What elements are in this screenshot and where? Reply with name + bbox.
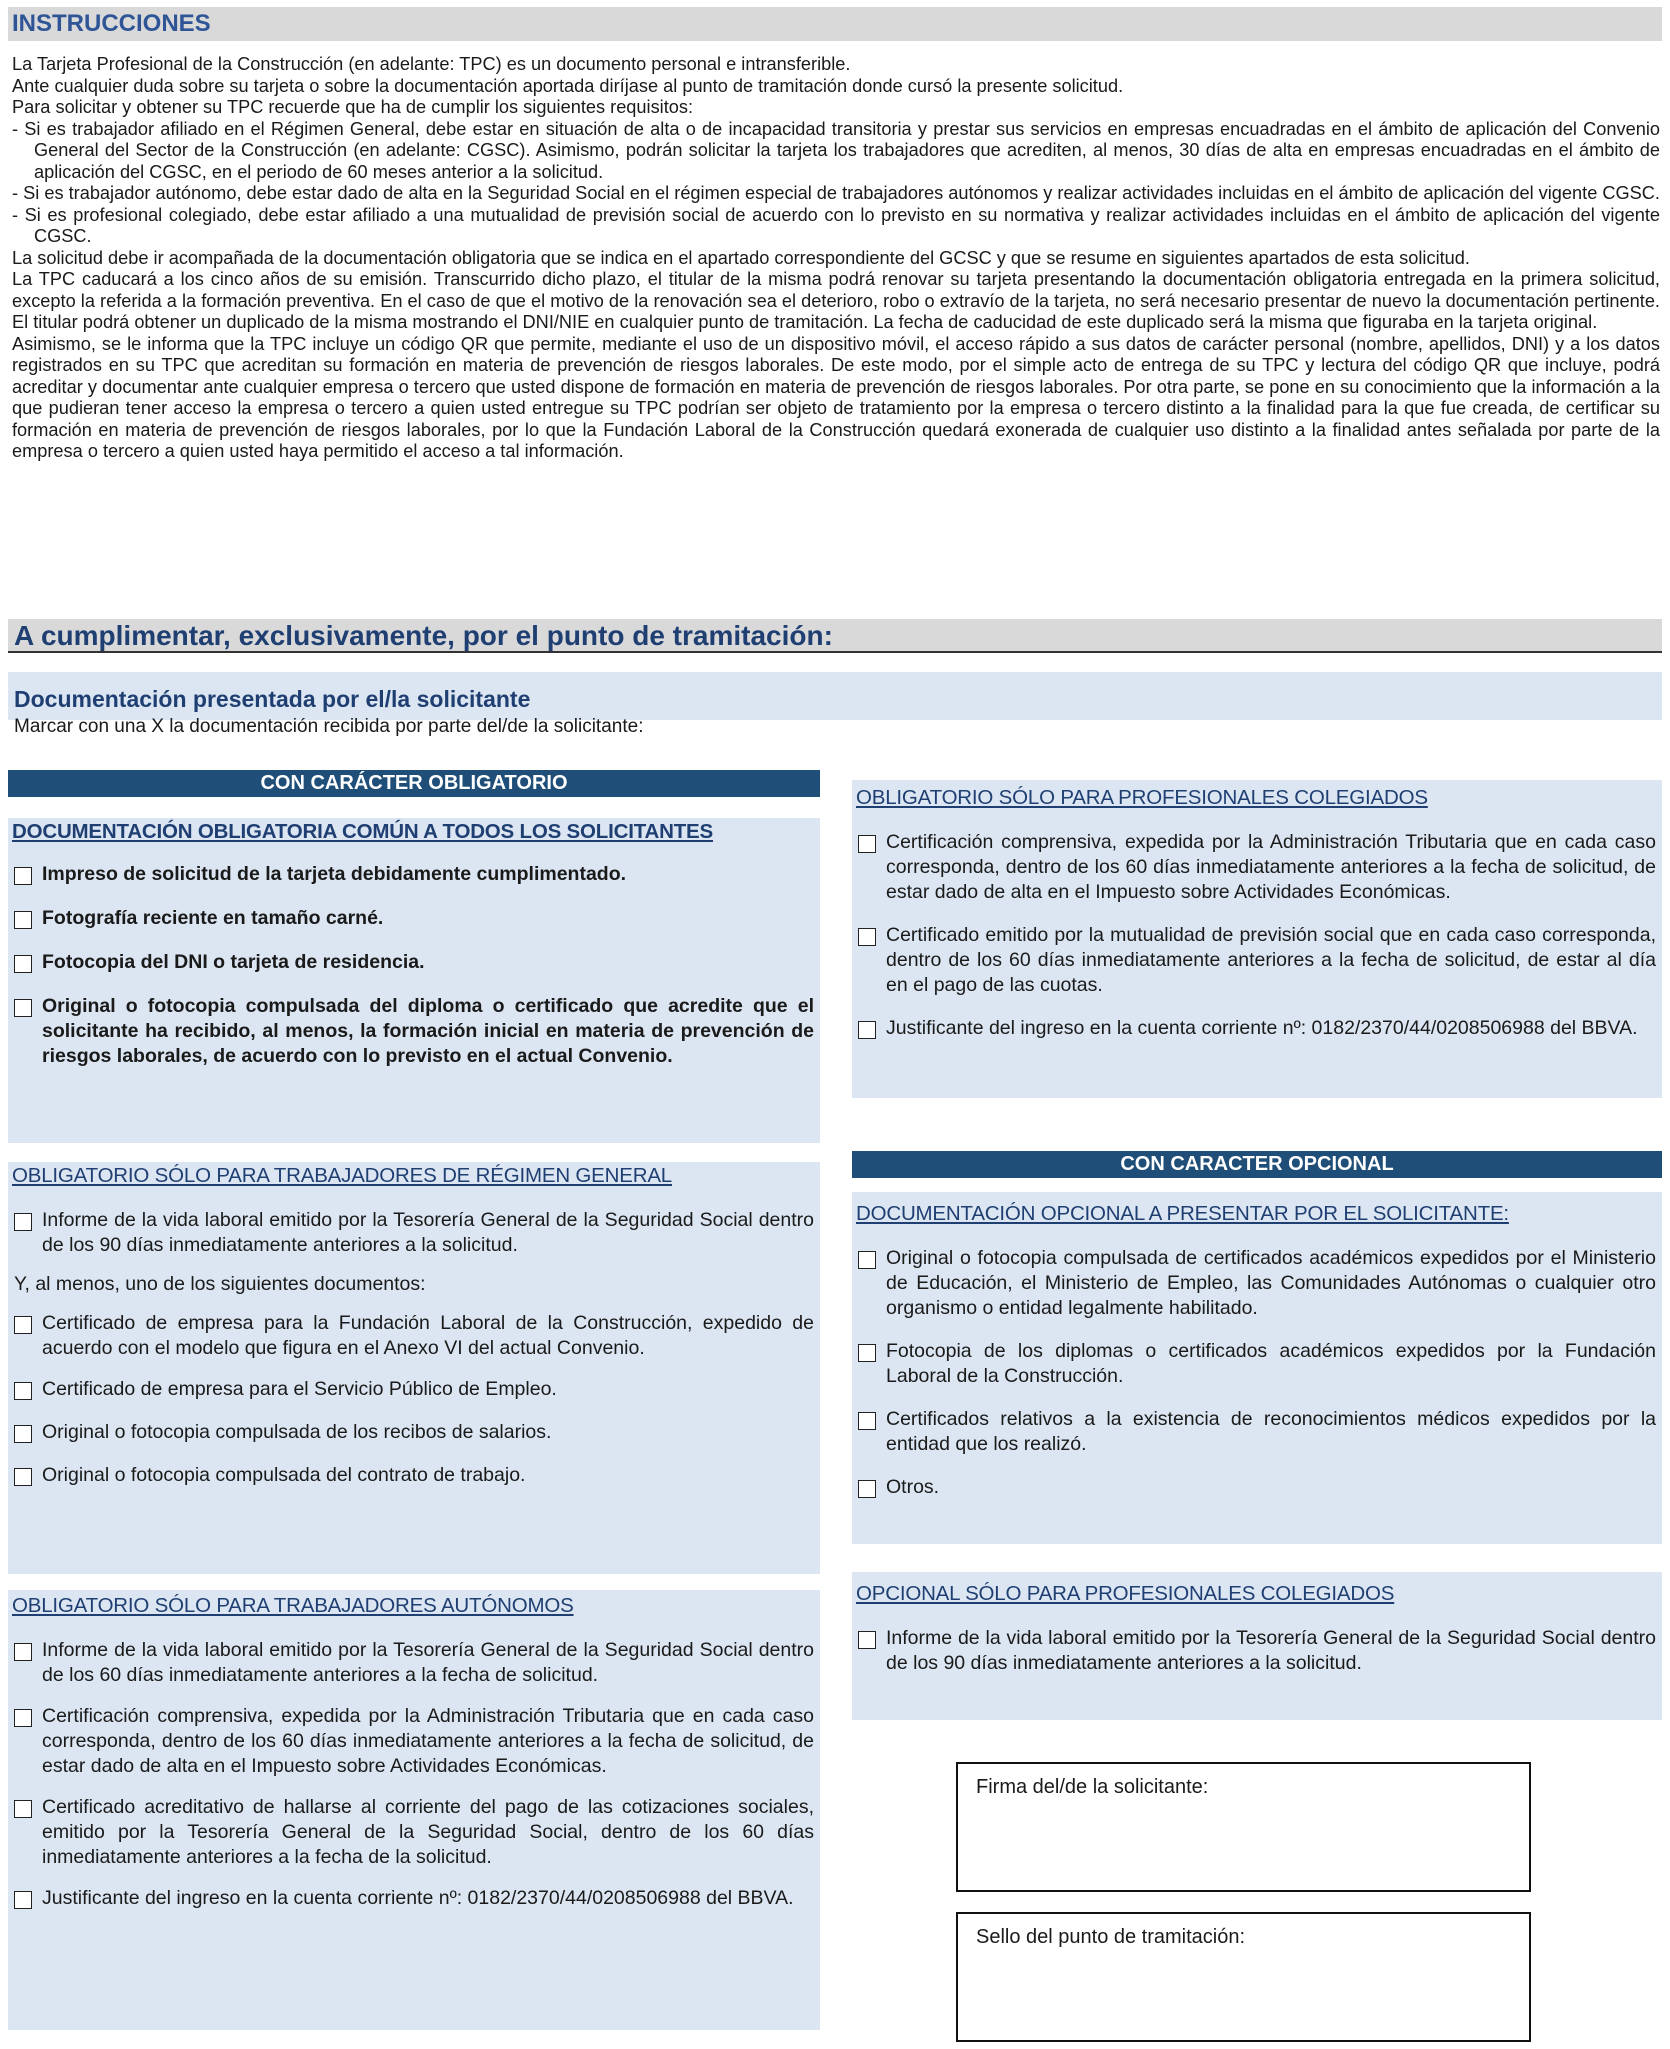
- item-label: Certificados relativos a la existencia de reconocimientos médicos expedidos por la entidad que los realizó.: [886, 1408, 1656, 1455]
- checkbox[interactable]: [14, 1382, 32, 1400]
- colegiados-list: [858, 830, 1656, 1041]
- item-label: Impreso de solicitud de la tarjeta debidamente cumplimentado.: [42, 863, 627, 885]
- opcional-heading: DOCUMENTACIÓN OPCIONAL A PRESENTAR POR EL SOLICITANTE:: [856, 1202, 1509, 1225]
- item-label: Informe de la vida laboral emitido por la Tesorería General de la Seguridad Social dentro de los 90 días inmediatamente anteriores a la solicitud.: [886, 1627, 1656, 1674]
- checkbox[interactable]: [14, 1800, 32, 1818]
- checkbox[interactable]: [858, 1480, 876, 1498]
- checkbox[interactable]: [858, 1251, 876, 1269]
- checkbox-item[interactable]: [14, 1420, 814, 1445]
- checkbox-item[interactable]: [14, 1208, 814, 1258]
- item-label: Original o fotocopia compulsada de certificados académicos expedidos por el Ministerio de Educación, el Ministerio de Empleo, las Comunidades Autónomas o cualquier otro organismo o entidad legalmente habilitado.: [886, 1247, 1656, 1319]
- instructions-paragraph: La Tarjeta Profesional de la Construcción (en adelante: TPC) es un documento personal e intransferible.: [12, 54, 851, 74]
- item-label: Justificante del ingreso en la cuenta corriente nº: 0182/2370/44/0208506988 del BBVA.: [886, 1017, 1638, 1039]
- checkbox-item[interactable]: [858, 1475, 1656, 1500]
- general-note: Y, al menos, uno de los siguientes documentos:: [14, 1273, 426, 1295]
- checkbox-item[interactable]: [14, 1377, 814, 1402]
- sello-label: Sello del punto de tramitación:: [976, 1926, 1246, 1948]
- item-label: Certificado emitido por la mutualidad de previsión social que en cada caso corresponda, dentro de los 60 días inmediatamente anteriores a la fecha de solicitud, de estar al día en el pago de las cuotas.: [886, 924, 1656, 996]
- item-label: Certificación comprensiva, expedida por la Administración Tributaria que en cada caso corresponda, dentro de los 60 días inmediatamente anteriores a la fecha de solicitud, de estar dado de alta en el Impuesto sobre Actividades Económicas.: [886, 831, 1656, 903]
- item-label: Original o fotocopia compulsada de los recibos de salarios.: [42, 1421, 552, 1443]
- checkbox-item[interactable]: [858, 1246, 1656, 1321]
- checkbox-item[interactable]: [14, 1463, 814, 1488]
- obligatorio-bar: CON CARÁCTER OBLIGATORIO: [8, 770, 820, 797]
- general-heading: OBLIGATORIO SÓLO PARA TRABAJADORES DE RÉGIMEN GENERAL: [12, 1164, 672, 1187]
- documentation-title: Documentación presentada por el/la solicitante: [14, 686, 531, 712]
- instructions-heading: INSTRUCCIONES: [8, 7, 1662, 41]
- instructions-paragraph: Asimismo, se le informa que la TPC incluye un código QR que permite, mediante el uso de un dispositivo móvil, el acceso rápido a sus datos de carácter personal (nombre, apellidos, DNI) y a los datos registrados en su TPC que acreditan su formación en materia de prevención de riesgos laborales. De este modo, por el simple acto de entrega de su TPC y lectura del código QR que incluye, podrá acreditar y documentar ante cualquier empresa o tercero que usted dispone de formación en materia de prevención de riesgos laborales. Por otra parte, se pone en su conocimiento que la información a la que pudieran tener acceso la empresa o tercero a quien usted entregue su TPC podrían ser objeto de tratamiento por la empresa o tercero distinto a la finalidad para la que fue creada, de certificar su formación en materia de prevención de riesgos laborales, por lo que la Fundación Laboral de la Construcción quedará exonerada de cualquier uso distinto a la finalidad antes señalada por parte de la empresa o tercero a quien usted haya permitido el acceso a tal información.: [12, 333, 1660, 461]
- general-list: [14, 1208, 814, 1488]
- section-heading: A cumplimentar, exclusivamente, por el punto de tramitación:: [8, 619, 1662, 653]
- instructions-text: [12, 54, 1660, 463]
- checkbox[interactable]: [858, 1631, 876, 1649]
- checkbox[interactable]: [14, 911, 32, 929]
- checkbox-item[interactable]: [14, 1638, 814, 1688]
- requirement-bullet: - Si es trabajador afiliado en el Régimen General, debe estar en situación de alta o de incapacidad transitoria y prestar sus servicios en empresas encuadradas en el ámbito de aplicación del Convenio General del Sector de la Construcción (en adelante: CGSC). Asimismo, podrán solicitar la tarjeta los trabajadores que acrediten, al menos, 30 días de alta en empresas encuadradas en el ámbito de aplicación del CGSC, en el periodo de 60 meses anterior a la solicitud.: [12, 118, 1660, 182]
- opc-colegiados-heading: OPCIONAL SÓLO PARA PROFESIONALES COLEGIADOS: [856, 1582, 1395, 1605]
- instructions-paragraph: La solicitud debe ir acompañada de la documentación obligatoria que se indica en el apartado correspondiente del GCSC y que se resume en siguientes apartados de esta solicitud.: [12, 247, 1470, 268]
- opcional-bar: CON CARACTER OPCIONAL: [852, 1151, 1662, 1178]
- checkbox[interactable]: [14, 1643, 32, 1661]
- opcional-list: [858, 1246, 1656, 1500]
- item-label: Certificado de empresa para el Servicio Público de Empleo.: [42, 1378, 557, 1400]
- checkbox-item[interactable]: [14, 862, 814, 887]
- requirement-bullet: - Si es trabajador autónomo, debe estar dado de alta en la Seguridad Social en el régimen especial de trabajadores autónomos y realizar actividades incluidas en el ámbito de aplicación del vigente CGSC.: [12, 183, 1660, 203]
- comun-list: [14, 862, 814, 1069]
- checkbox-item[interactable]: [858, 830, 1656, 905]
- checkbox-item[interactable]: [858, 1016, 1656, 1041]
- checkbox-item[interactable]: [14, 950, 814, 975]
- item-label: Certificado de empresa para la Fundación Laboral de la Construcción, expedido de acuerdo con el modelo que figura en el Anexo VI del actual Convenio.: [42, 1312, 814, 1359]
- autonomos-heading: OBLIGATORIO SÓLO PARA TRABAJADORES AUTÓNOMOS: [12, 1594, 574, 1617]
- item-label: Fotografía reciente en tamaño carné.: [42, 907, 384, 929]
- checkbox[interactable]: [858, 1021, 876, 1039]
- item-label: Fotocopia del DNI o tarjeta de residencia.: [42, 951, 425, 973]
- checkbox[interactable]: [14, 999, 32, 1017]
- checkbox-item[interactable]: [858, 1339, 1656, 1389]
- checkbox-item[interactable]: [14, 1795, 814, 1870]
- checkbox[interactable]: [14, 867, 32, 885]
- colegiados-heading: OBLIGATORIO SÓLO PARA PROFESIONALES COLEGIADOS: [856, 786, 1428, 809]
- checkbox[interactable]: [14, 1709, 32, 1727]
- checkbox[interactable]: [14, 1891, 32, 1909]
- checkbox-item[interactable]: [14, 1311, 814, 1361]
- comun-heading: DOCUMENTACIÓN OBLIGATORIA COMÚN A TODOS LOS SOLICITANTES: [12, 820, 713, 843]
- item-label: Original o fotocopia compulsada del diploma o certificado que acredite que el solicitante ha recibido, al menos, la formación inicial en materia de prevención de riesgos laborales, de acuerdo con lo previsto en el actual Convenio.: [42, 995, 814, 1067]
- item-label: Fotocopia de los diplomas o certificados académicos expedidos por la Fundación Laboral de la Construcción.: [886, 1340, 1656, 1387]
- item-label: Otros.: [886, 1476, 940, 1498]
- sello-box[interactable]: [956, 1912, 1531, 2042]
- checkbox[interactable]: [858, 928, 876, 946]
- checkbox[interactable]: [14, 1468, 32, 1486]
- checkbox[interactable]: [858, 1344, 876, 1362]
- checkbox[interactable]: [14, 1316, 32, 1334]
- item-label: Informe de la vida laboral emitido por la Tesorería General de la Seguridad Social dentro de los 60 días inmediatamente anteriores a la fecha de solicitud.: [42, 1639, 814, 1686]
- documentation-instructions: Marcar con una X la documentación recibida por parte del/de la solicitante:: [14, 716, 644, 737]
- checkbox-item[interactable]: [14, 994, 814, 1069]
- opc-colegiados-list: [858, 1626, 1656, 1676]
- instructions-paragraph: Para solicitar y obtener su TPC recuerde que ha de cumplir los siguientes requisitos:: [12, 97, 694, 117]
- item-label: Informe de la vida laboral emitido por la Tesorería General de la Seguridad Social dentro de los 90 días inmediatamente anteriores a la solicitud.: [42, 1209, 814, 1256]
- checkbox[interactable]: [14, 1213, 32, 1231]
- firma-label: Firma del/de la solicitante:: [976, 1776, 1209, 1798]
- item-label: Original o fotocopia compulsada del contrato de trabajo.: [42, 1464, 526, 1486]
- checkbox[interactable]: [858, 1412, 876, 1430]
- checkbox[interactable]: [14, 955, 32, 973]
- item-label: Justificante del ingreso en la cuenta corriente nº: 0182/2370/44/0208506988 del BBVA.: [42, 1887, 794, 1909]
- firma-box[interactable]: [956, 1762, 1531, 1892]
- checkbox-item[interactable]: [14, 1886, 814, 1911]
- checkbox[interactable]: [858, 835, 876, 853]
- checkbox-item[interactable]: [14, 906, 814, 931]
- checkbox-item[interactable]: [858, 923, 1656, 998]
- instructions-paragraph: Ante cualquier duda sobre su tarjeta o sobre la documentación aportada diríjase al punto de tramitación donde cursó la presente solicitud.: [12, 75, 1124, 96]
- checkbox-item[interactable]: [14, 1704, 814, 1779]
- requirement-bullet: - Si es profesional colegiado, debe estar afiliado a una mutualidad de previsión social de acuerdo con lo previsto en su normativa y realizar actividades incluidas en el ámbito de aplicación del vigente CGSC.: [12, 204, 1660, 246]
- checkbox-item[interactable]: [858, 1407, 1656, 1457]
- checkbox[interactable]: [14, 1425, 32, 1443]
- item-label: Certificado acreditativo de hallarse al corriente del pago de las cotizaciones sociales, emitido por la Tesorería General de la Seguridad Social, dentro de los 60 días inmediatamente anteriores a la fecha de la solicitud.: [42, 1796, 814, 1868]
- checkbox-item[interactable]: [858, 1626, 1656, 1676]
- autonomos-list: [14, 1638, 814, 1911]
- instructions-paragraph: La TPC caducará a los cinco años de su emisión. Transcurrido dicho plazo, el titular de la misma podrá renovar su tarjeta presentando la documentación obligatoria entregada en la primera solicitud, excepto la referida a la formación preventiva. En el caso de que el motivo de la renovación sea el deterioro, robo o extravío de la tarjeta, no será necesario presentar de nuevo la documentación pertinente. El titular podrá obtener un duplicado de la misma mostrando el DNI/NIE en cualquier punto de tramitación. La fecha de caducidad de este duplicado será la misma que figuraba en la tarjeta original.: [12, 269, 1660, 332]
- item-label: Certificación comprensiva, expedida por la Administración Tributaria que en cada caso corresponda, dentro de los 60 días inmediatamente anteriores a la fecha de solicitud, de estar dado de alta en el Impuesto sobre Actividades Económicas.: [42, 1705, 814, 1777]
